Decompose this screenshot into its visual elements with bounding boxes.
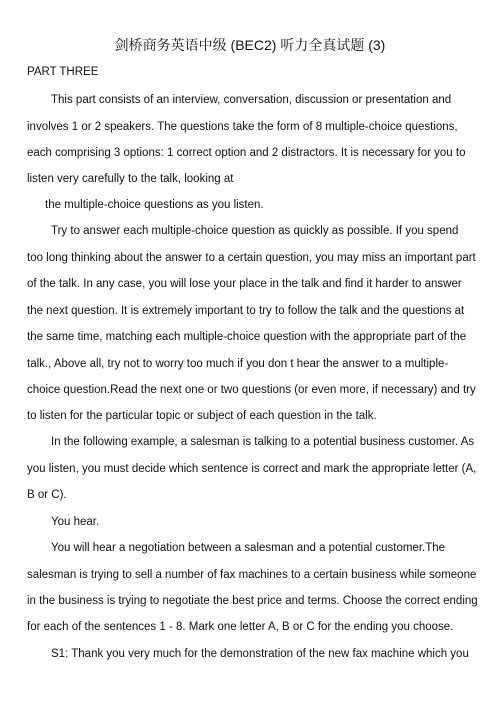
paragraph-line: Try to answer each multiple-choice question as quickly as possible. If you spend [51, 225, 459, 237]
paragraph-line: too long thinking about the answer to a certain question, you may miss an important part [27, 252, 476, 264]
paragraph-line: You hear. [51, 516, 100, 528]
paragraph-line: In the following example, a salesman is talking to a potential business customer. As [51, 436, 475, 448]
paragraph-line: S1: Thank you very much for the demonstration of the new fax machine which you [51, 648, 469, 660]
paragraph-line: involves 1 or 2 speakers. The questions take the form of 8 multiple-choice questions, [27, 121, 458, 133]
paragraph-line: each comprising 3 options: 1 correct option and 2 distractors. It is necessary for you to [27, 147, 466, 159]
paragraph-line: the next question. It is extremely important to try to follow the talk and the questions at [27, 305, 465, 317]
section-heading: PART THREE [27, 66, 99, 78]
paragraph-line: B or C). [27, 489, 67, 501]
paragraph-line: You will hear a negotiation between a salesman and a potential customer.The [51, 542, 446, 554]
paragraph-line: talk., Above all, try not to worry too much if you don t hear the answer to a multiple- [27, 358, 449, 370]
paragraph-line: choice question.Read the next one or two questions (or even more, if necessary) and try [27, 384, 476, 396]
paragraph-line: to listen for the particular topic or subject of each question in the talk. [27, 410, 377, 422]
paragraph-line: the multiple-choice questions as you listen. [45, 199, 264, 211]
page-title: 剑桥商务英语中级 (BEC2) 听力全真试题 (3) [114, 37, 386, 53]
paragraph-line: for each of the sentences 1 - 8. Mark one letter A, B or C for the ending you choose. [27, 621, 454, 633]
paragraph-line: in the business is trying to negotiate the best price and terms. Choose the correct ending [27, 595, 478, 607]
paragraph-line: This part consists of an interview, conversation, discussion or presentation and [51, 94, 452, 106]
paragraph-line: listen very carefully to the talk, looking at [27, 173, 234, 185]
paragraph-line: of the talk. In any case, you will lose your place in the talk and find it harder to answer [27, 278, 462, 290]
paragraph-line: salesman is trying to sell a number of fax machines to a certain business while someone [27, 569, 477, 581]
paragraph-line: you listen, you must decide which sentence is correct and mark the appropriate letter (A, [27, 463, 477, 475]
paragraph-line: the same time, matching each multiple-choice question with the appropriate part of the [27, 331, 467, 343]
